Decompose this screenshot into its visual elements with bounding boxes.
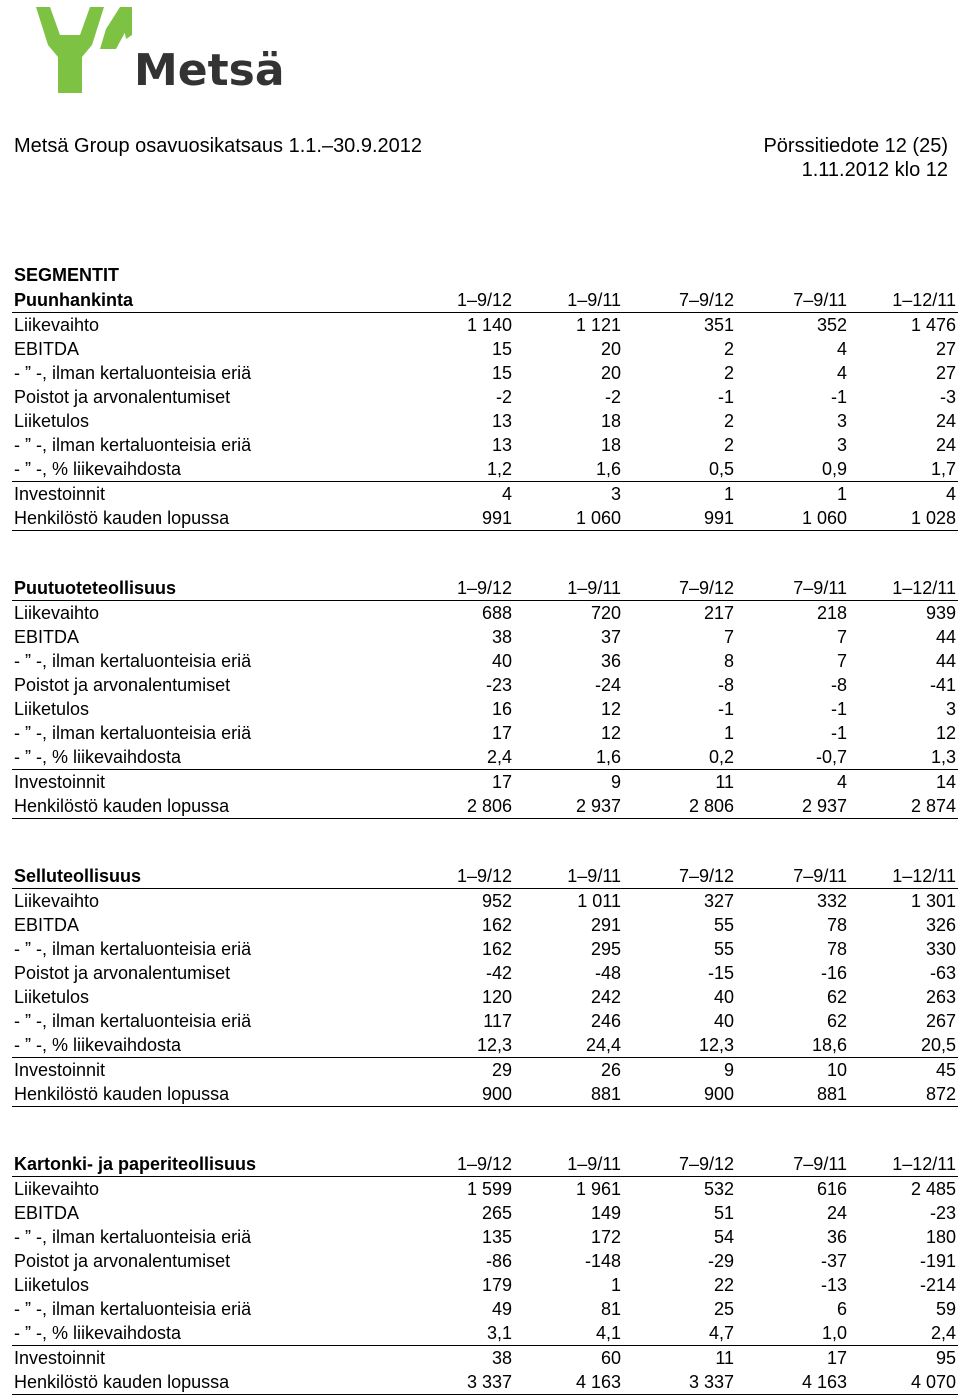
cell-value: -3 bbox=[939, 387, 956, 407]
cell-value: 2 937 bbox=[736, 794, 849, 819]
cell-value: 20 bbox=[600, 363, 621, 383]
cell-value: 3,1 bbox=[404, 1321, 514, 1346]
cell-value: 9 bbox=[610, 772, 621, 792]
cell-value: 24 bbox=[935, 411, 956, 431]
cell-value: 4 bbox=[836, 363, 847, 383]
cell-value: 332 bbox=[816, 891, 847, 911]
table-row bbox=[12, 1346, 958, 1371]
cell-value: 14 bbox=[935, 772, 956, 792]
table-row bbox=[12, 1321, 958, 1346]
cell-value: 51 bbox=[713, 1203, 734, 1223]
table-row bbox=[12, 1297, 958, 1321]
cell-value: 1 961 bbox=[575, 1179, 621, 1199]
cell-value: -2 bbox=[604, 387, 621, 407]
period-header: 7–9/11 bbox=[736, 288, 849, 313]
row-label: Liiketulos bbox=[14, 1275, 90, 1295]
cell-value: 2 485 bbox=[910, 1179, 956, 1199]
row-label: Poistot ja arvonalentumiset bbox=[14, 387, 231, 407]
cell-value: 1 140 bbox=[466, 315, 512, 335]
period-header: 7–9/12 bbox=[623, 1152, 736, 1177]
cell-value: 3 bbox=[945, 699, 956, 719]
table-row bbox=[12, 889, 958, 914]
cell-value: 1,6 bbox=[514, 457, 623, 482]
cell-value: -2 bbox=[495, 387, 512, 407]
row-label: Investoinnit bbox=[14, 1348, 106, 1368]
cell-value: 10 bbox=[826, 1060, 847, 1080]
cell-value: 9 bbox=[723, 1060, 734, 1080]
row-label: Liikevaihto bbox=[14, 1179, 100, 1199]
table-row bbox=[12, 457, 958, 482]
cell-value: 3 bbox=[610, 484, 621, 504]
cell-value: 38 bbox=[491, 1348, 512, 1368]
cell-value: 2 bbox=[723, 435, 734, 455]
table-row bbox=[12, 482, 958, 507]
cell-value: 1,0 bbox=[736, 1321, 849, 1346]
cell-value: 117 bbox=[483, 1011, 512, 1031]
cell-value: -24 bbox=[594, 675, 621, 695]
cell-value: -63 bbox=[929, 963, 956, 983]
cell-value: 36 bbox=[600, 651, 621, 671]
cell-value: 4,7 bbox=[623, 1321, 736, 1346]
cell-value: 179 bbox=[481, 1275, 512, 1295]
period-header: 1–9/12 bbox=[404, 288, 514, 313]
row-label: Liiketulos bbox=[14, 411, 90, 431]
table-row bbox=[12, 1177, 958, 1202]
cell-value: 60 bbox=[600, 1348, 621, 1368]
cell-value: 13 bbox=[491, 435, 512, 455]
table-row bbox=[12, 1370, 958, 1395]
cell-value: -8 bbox=[830, 675, 847, 695]
period-header: 1–9/11 bbox=[514, 576, 623, 601]
cell-value: -0,7 bbox=[736, 745, 849, 770]
table-row bbox=[12, 433, 958, 457]
cell-value: 4 bbox=[945, 484, 956, 504]
report-title: Metsä Group osavuosikatsaus 1.1.–30.9.2012 bbox=[14, 135, 423, 157]
cell-value: 17 bbox=[491, 772, 512, 792]
cell-value: 242 bbox=[590, 987, 621, 1007]
table-row bbox=[12, 1058, 958, 1083]
cell-value: 29 bbox=[491, 1060, 512, 1080]
cell-value: 20 bbox=[600, 339, 621, 359]
period-header: 1–12/11 bbox=[849, 576, 958, 601]
row-label: EBITDA bbox=[14, 627, 80, 647]
cell-value: 1 bbox=[610, 1275, 621, 1295]
cell-value: 2,4 bbox=[404, 745, 514, 770]
cell-value: 18 bbox=[600, 435, 621, 455]
moose-antler-icon bbox=[36, 5, 286, 97]
cell-value: 18,6 bbox=[736, 1033, 849, 1058]
cell-value: -1 bbox=[717, 699, 734, 719]
cell-value: 59 bbox=[935, 1299, 956, 1319]
cell-value: 217 bbox=[703, 603, 734, 623]
cell-value: 55 bbox=[713, 915, 734, 935]
cell-value: 267 bbox=[925, 1011, 956, 1031]
row-label: - ” -, ilman kertaluonteisia eriä bbox=[14, 363, 252, 383]
table-row bbox=[12, 1201, 958, 1225]
row-label: - ” -, % liikevaihdosta bbox=[12, 1321, 404, 1346]
cell-value: 12,3 bbox=[404, 1033, 514, 1058]
period-header: 1–9/11 bbox=[514, 864, 623, 889]
segment-name: Selluteollisuus bbox=[12, 864, 404, 889]
table-row bbox=[12, 506, 958, 531]
segment-table bbox=[12, 288, 958, 531]
cell-value: 20,5 bbox=[849, 1033, 958, 1058]
row-label: - ” -, % liikevaihdosta bbox=[12, 745, 404, 770]
cell-value: 7 bbox=[723, 627, 734, 647]
cell-value: 78 bbox=[826, 939, 847, 959]
row-label: Investoinnit bbox=[14, 772, 106, 792]
cell-value: 2 874 bbox=[849, 794, 958, 819]
row-label: Henkilöstö kauden lopussa bbox=[12, 794, 404, 819]
cell-value: 3 bbox=[836, 435, 847, 455]
cell-value: -1 bbox=[830, 699, 847, 719]
cell-value: 172 bbox=[590, 1227, 621, 1247]
row-label: EBITDA bbox=[14, 1203, 80, 1223]
cell-value: 1 060 bbox=[514, 506, 623, 531]
table-row bbox=[12, 985, 958, 1009]
cell-value: 120 bbox=[481, 987, 512, 1007]
segment-table bbox=[12, 864, 958, 1107]
cell-value: 1 bbox=[836, 484, 847, 504]
cell-value: 616 bbox=[816, 1179, 847, 1199]
cell-value: -86 bbox=[485, 1251, 512, 1271]
row-label: - ” -, ilman kertaluonteisia eriä bbox=[14, 939, 252, 959]
cell-value: 44 bbox=[935, 651, 956, 671]
row-label: Poistot ja arvonalentumiset bbox=[14, 675, 231, 695]
row-label: Poistot ja arvonalentumiset bbox=[14, 963, 231, 983]
row-label: Investoinnit bbox=[14, 1060, 106, 1080]
cell-value: 4 bbox=[501, 484, 512, 504]
cell-value: 36 bbox=[826, 1227, 847, 1247]
table-row bbox=[12, 409, 958, 433]
cell-value: 7 bbox=[836, 651, 847, 671]
period-header: 7–9/11 bbox=[736, 1152, 849, 1177]
segment-header-row bbox=[12, 1152, 958, 1177]
metsa-logo bbox=[36, 5, 286, 97]
cell-value: 26 bbox=[600, 1060, 621, 1080]
period-header: 1–12/11 bbox=[849, 864, 958, 889]
cell-value: 1,7 bbox=[849, 457, 958, 482]
svg-text:Metsä: Metsä bbox=[134, 45, 285, 96]
period-header: 1–9/11 bbox=[514, 288, 623, 313]
table-row bbox=[12, 649, 958, 673]
cell-value: 1 301 bbox=[910, 891, 956, 911]
cell-value: -23 bbox=[485, 675, 512, 695]
segment-name: Kartonki- ja paperiteollisuus bbox=[12, 1152, 404, 1177]
cell-value: 40 bbox=[491, 651, 512, 671]
cell-value: 1 060 bbox=[736, 506, 849, 531]
cell-value: 24 bbox=[935, 435, 956, 455]
cell-value: 2 937 bbox=[514, 794, 623, 819]
cell-value: 1,2 bbox=[404, 457, 514, 482]
table-row bbox=[12, 697, 958, 721]
row-label: Poistot ja arvonalentumiset bbox=[14, 1251, 231, 1271]
cell-value: 991 bbox=[404, 506, 514, 531]
cell-value: -214 bbox=[919, 1275, 956, 1295]
cell-value: 11 bbox=[715, 1348, 734, 1368]
period-header: 1–9/12 bbox=[404, 864, 514, 889]
table-row bbox=[12, 770, 958, 795]
cell-value: 24 bbox=[826, 1203, 847, 1223]
table-row bbox=[12, 625, 958, 649]
section-title: SEGMENTIT bbox=[14, 265, 120, 285]
cell-value: 49 bbox=[491, 1299, 512, 1319]
period-header: 7–9/11 bbox=[736, 864, 849, 889]
cell-value: 939 bbox=[925, 603, 956, 623]
row-label: - ” -, ilman kertaluonteisia eriä bbox=[14, 435, 252, 455]
table-row bbox=[12, 1033, 958, 1058]
segment-table bbox=[12, 576, 958, 819]
cell-value: -8 bbox=[717, 675, 734, 695]
cell-value: 95 bbox=[935, 1348, 956, 1368]
cell-value: 1,3 bbox=[849, 745, 958, 770]
cell-value: 1 599 bbox=[466, 1179, 512, 1199]
cell-value: 532 bbox=[703, 1179, 734, 1199]
table-row bbox=[12, 601, 958, 626]
cell-value: 3 bbox=[836, 411, 847, 431]
period-header: 1–9/11 bbox=[514, 1152, 623, 1177]
cell-value: 327 bbox=[703, 891, 734, 911]
cell-value: 38 bbox=[491, 627, 512, 647]
period-header: 1–9/12 bbox=[404, 1152, 514, 1177]
table-row bbox=[12, 673, 958, 697]
cell-value: 688 bbox=[481, 603, 512, 623]
cell-value: 4 bbox=[836, 772, 847, 792]
cell-value: 1,6 bbox=[514, 745, 623, 770]
cell-value: 27 bbox=[935, 363, 956, 383]
cell-value: 45 bbox=[935, 1060, 956, 1080]
row-label: Henkilöstö kauden lopussa bbox=[12, 1082, 404, 1107]
cell-value: 4,1 bbox=[514, 1321, 623, 1346]
cell-value: 352 bbox=[816, 315, 847, 335]
table-row bbox=[12, 1009, 958, 1033]
row-label: - ” -, % liikevaihdosta bbox=[12, 457, 404, 482]
cell-value: 3 337 bbox=[404, 1370, 514, 1395]
cell-value: -1 bbox=[830, 723, 847, 743]
segment-name: Puutuoteteollisuus bbox=[12, 576, 404, 601]
row-label: Liiketulos bbox=[14, 987, 90, 1007]
row-label: Henkilöstö kauden lopussa bbox=[12, 1370, 404, 1395]
table-row bbox=[12, 385, 958, 409]
row-label: - ” -, ilman kertaluonteisia eriä bbox=[14, 1011, 252, 1031]
table-row bbox=[12, 337, 958, 361]
cell-value: -148 bbox=[584, 1251, 621, 1271]
row-label: - ” -, ilman kertaluonteisia eriä bbox=[14, 1227, 252, 1247]
cell-value: 4 163 bbox=[514, 1370, 623, 1395]
table-row bbox=[12, 721, 958, 745]
cell-value: 326 bbox=[925, 915, 956, 935]
cell-value: 11 bbox=[715, 772, 734, 792]
row-label: Investoinnit bbox=[14, 484, 106, 504]
cell-value: 900 bbox=[623, 1082, 736, 1107]
cell-value: 78 bbox=[826, 915, 847, 935]
cell-value: 1 bbox=[723, 723, 734, 743]
cell-value: 720 bbox=[590, 603, 621, 623]
cell-value: 149 bbox=[590, 1203, 621, 1223]
cell-value: -1 bbox=[717, 387, 734, 407]
cell-value: 4 bbox=[836, 339, 847, 359]
cell-value: 2 bbox=[723, 363, 734, 383]
table-row bbox=[12, 937, 958, 961]
cell-value: 1 121 bbox=[575, 315, 621, 335]
table-row bbox=[12, 1249, 958, 1273]
cell-value: 0,2 bbox=[623, 745, 736, 770]
cell-value: 180 bbox=[925, 1227, 956, 1247]
row-label: - ” -, ilman kertaluonteisia eriä bbox=[14, 651, 252, 671]
row-label: Liiketulos bbox=[14, 699, 90, 719]
cell-value: -16 bbox=[820, 963, 847, 983]
cell-value: 13 bbox=[491, 411, 512, 431]
row-label: - ” -, % liikevaihdosta bbox=[12, 1033, 404, 1058]
cell-value: 55 bbox=[713, 939, 734, 959]
cell-value: 1 028 bbox=[849, 506, 958, 531]
cell-value: 8 bbox=[723, 651, 734, 671]
cell-value: 952 bbox=[481, 891, 512, 911]
cell-value: 15 bbox=[491, 339, 512, 359]
cell-value: -48 bbox=[594, 963, 621, 983]
cell-value: -41 bbox=[929, 675, 956, 695]
cell-value: 17 bbox=[491, 723, 512, 743]
cell-value: 263 bbox=[925, 987, 956, 1007]
table-row bbox=[12, 313, 958, 338]
table-row bbox=[12, 794, 958, 819]
row-label: EBITDA bbox=[14, 339, 80, 359]
cell-value: 162 bbox=[481, 939, 512, 959]
cell-value: 15 bbox=[491, 363, 512, 383]
table-row bbox=[12, 1225, 958, 1249]
cell-value: 25 bbox=[713, 1299, 734, 1319]
cell-value: -13 bbox=[820, 1275, 847, 1295]
cell-value: -42 bbox=[485, 963, 512, 983]
cell-value: 3 337 bbox=[623, 1370, 736, 1395]
cell-value: 7 bbox=[836, 627, 847, 647]
period-header: 7–9/11 bbox=[736, 576, 849, 601]
table-row bbox=[12, 1273, 958, 1297]
cell-value: 12 bbox=[600, 723, 621, 743]
cell-value: 6 bbox=[836, 1299, 847, 1319]
cell-value: 62 bbox=[826, 1011, 847, 1031]
cell-value: 4 163 bbox=[736, 1370, 849, 1395]
cell-value: 1 bbox=[723, 484, 734, 504]
cell-value: 291 bbox=[590, 915, 621, 935]
cell-value: 2,4 bbox=[849, 1321, 958, 1346]
period-header: 7–9/12 bbox=[623, 576, 736, 601]
cell-value: 44 bbox=[935, 627, 956, 647]
cell-value: 37 bbox=[600, 627, 621, 647]
table-row bbox=[12, 745, 958, 770]
cell-value: 351 bbox=[703, 315, 734, 335]
segment-table bbox=[12, 1152, 958, 1395]
cell-value: 991 bbox=[623, 506, 736, 531]
cell-value: 0,9 bbox=[736, 457, 849, 482]
cell-value: 162 bbox=[481, 915, 512, 935]
release-datetime: 1.11.2012 klo 12 bbox=[801, 159, 948, 181]
cell-value: 2 806 bbox=[404, 794, 514, 819]
cell-value: 54 bbox=[713, 1227, 734, 1247]
cell-value: -37 bbox=[820, 1251, 847, 1271]
segment-header-row bbox=[12, 576, 958, 601]
cell-value: 81 bbox=[600, 1299, 621, 1319]
cell-value: -29 bbox=[707, 1251, 734, 1271]
cell-value: 27 bbox=[935, 339, 956, 359]
period-header: 1–9/12 bbox=[404, 576, 514, 601]
cell-value: -1 bbox=[830, 387, 847, 407]
cell-value: 18 bbox=[600, 411, 621, 431]
segment-header-row bbox=[12, 864, 958, 889]
cell-value: 4 070 bbox=[849, 1370, 958, 1395]
cell-value: 872 bbox=[849, 1082, 958, 1107]
cell-value: 40 bbox=[713, 987, 734, 1007]
segment-header-row bbox=[12, 288, 958, 313]
cell-value: 12 bbox=[935, 723, 956, 743]
row-label: Henkilöstö kauden lopussa bbox=[12, 506, 404, 531]
cell-value: 2 bbox=[723, 339, 734, 359]
cell-value: 17 bbox=[826, 1348, 847, 1368]
cell-value: 0,5 bbox=[623, 457, 736, 482]
cell-value: 295 bbox=[590, 939, 621, 959]
row-label: EBITDA bbox=[14, 915, 80, 935]
period-header: 7–9/12 bbox=[623, 864, 736, 889]
cell-value: 24,4 bbox=[514, 1033, 623, 1058]
row-label: - ” -, ilman kertaluonteisia eriä bbox=[14, 723, 252, 743]
cell-value: 12 bbox=[600, 699, 621, 719]
period-header: 7–9/12 bbox=[623, 288, 736, 313]
cell-value: -15 bbox=[707, 963, 734, 983]
table-row bbox=[12, 1082, 958, 1107]
release-info bbox=[763, 134, 948, 182]
segment-name: Puunhankinta bbox=[12, 288, 404, 313]
cell-value: -23 bbox=[929, 1203, 956, 1223]
release-number: Pörssitiedote 12 (25) bbox=[763, 135, 948, 157]
cell-value: 22 bbox=[713, 1275, 734, 1295]
cell-value: 40 bbox=[713, 1011, 734, 1031]
cell-value: 12,3 bbox=[623, 1033, 736, 1058]
row-label: Liikevaihto bbox=[14, 891, 100, 911]
cell-value: 900 bbox=[404, 1082, 514, 1107]
cell-value: 2 bbox=[723, 411, 734, 431]
cell-value: 881 bbox=[736, 1082, 849, 1107]
cell-value: 1 011 bbox=[577, 891, 621, 911]
cell-value: 2 806 bbox=[623, 794, 736, 819]
cell-value: 881 bbox=[514, 1082, 623, 1107]
period-header: 1–12/11 bbox=[849, 288, 958, 313]
cell-value: 218 bbox=[816, 603, 847, 623]
row-label: Liikevaihto bbox=[14, 603, 100, 623]
row-label: - ” -, ilman kertaluonteisia eriä bbox=[14, 1299, 252, 1319]
cell-value: -191 bbox=[919, 1251, 956, 1271]
cell-value: 62 bbox=[826, 987, 847, 1007]
cell-value: 135 bbox=[481, 1227, 512, 1247]
cell-value: 330 bbox=[925, 939, 956, 959]
period-header: 1–12/11 bbox=[849, 1152, 958, 1177]
cell-value: 246 bbox=[590, 1011, 621, 1031]
table-row bbox=[12, 913, 958, 937]
cell-value: 265 bbox=[481, 1203, 512, 1223]
table-row bbox=[12, 361, 958, 385]
cell-value: 1 476 bbox=[910, 315, 956, 335]
table-row bbox=[12, 961, 958, 985]
row-label: Liikevaihto bbox=[14, 315, 100, 335]
cell-value: 16 bbox=[491, 699, 512, 719]
